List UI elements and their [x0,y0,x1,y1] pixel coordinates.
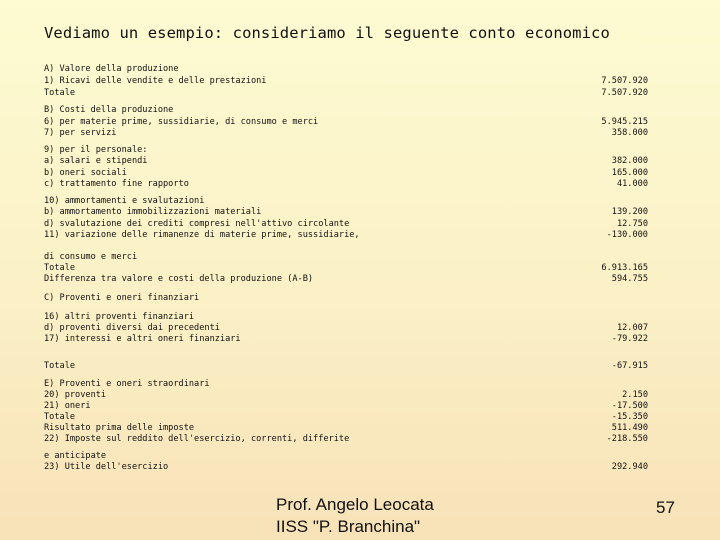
row-label: b) ammortamento immobilizzazioni materiali [44,207,262,217]
row-label: Totale [44,263,76,273]
row-value: -15.350 [611,412,648,422]
row-label: d) svalutazione dei crediti compresi nell'attivo circolante [44,219,350,229]
row-label: di consumo e merci [44,252,138,262]
statement-row [44,127,648,139]
row-label: 22) Imposte sul reddito dell'esercizio, correnti, differite [44,434,350,444]
row-value: 358.000 [611,128,648,138]
row-label: E) Proventi e oneri straordinari [44,379,210,389]
row-label: 17) interessi e altri oneri finanziari [44,334,241,344]
row-value: -79.922 [611,334,648,344]
row-value: 12.007 [616,323,648,333]
school-name: IISS "P. Branchina" [276,517,421,536]
row-value: 511.490 [611,423,648,433]
row-value: 41.000 [616,179,648,189]
footer-credits [276,494,434,538]
row-value: 2.150 [622,390,648,400]
statement-row [44,206,648,218]
row-label: c) trattamento fine rapporto [44,179,189,189]
row-label: a) salari e stipendi [44,156,148,166]
row-label: C) Proventi e oneri finanziari [44,293,200,303]
row-label: Totale [44,412,76,422]
statement-row [44,63,648,75]
statement-row [44,360,648,372]
row-label: Risultato prima delle imposte [44,423,195,433]
row-value: -17.500 [611,401,648,411]
statement-row [44,104,648,116]
row-label: 23) Utile dell'esercizio [44,462,169,472]
row-label: 16) altri proventi finanziari [44,312,195,322]
row-value: 7.507.920 [601,88,648,98]
row-value: 139.200 [611,207,648,217]
statement-row [44,273,648,285]
row-value: 12.750 [616,219,648,229]
slide-title: Vediamo un esempio: consideriamo il seguente conto economico [44,24,610,42]
statement-row [44,433,648,445]
row-label: Totale [44,361,76,371]
row-value: 5.945.215 [601,117,648,127]
row-value: -130.000 [606,230,648,240]
row-value: 165.000 [611,168,648,178]
row-label: 6) per materie prime, sussidiarie, di consumo e merci [44,117,319,127]
statement-row [44,461,648,473]
page-number: 57 [656,498,675,517]
row-value: 382.000 [611,156,648,166]
row-label: A) Valore della produzione [44,64,179,74]
statement-row [44,178,648,190]
row-label: 7) per servizi [44,128,117,138]
row-label: 9) per il personale: [44,145,148,155]
row-value: 7.507.920 [601,76,648,86]
row-label: 11) variazione delle rimanenze di materie prime, sussidiarie, [44,230,360,240]
author-name: Prof. Angelo Leocata [276,495,434,514]
row-label: Differenza tra valore e costi della produzione (A-B) [44,274,314,284]
row-label: 1) Ricavi delle vendite e delle prestazioni [44,76,267,86]
statement-row [44,292,648,304]
statement-row [44,333,648,345]
row-value: -218.550 [606,434,648,444]
row-label: e anticipate [44,451,107,461]
statement-row [44,229,648,241]
row-label: B) Costi della produzione [44,105,174,115]
row-label: 21) oneri [44,401,91,411]
row-value: 6.913.165 [601,263,648,273]
row-label: 10) ammortamenti e svalutazioni [44,196,205,206]
row-value: -67.915 [611,361,648,371]
row-label: b) oneri sociali [44,168,127,178]
row-value: 292.940 [611,462,648,472]
statement-row [44,75,648,87]
row-label: d) proventi diversi dai precedenti [44,323,220,333]
row-value: 594.755 [611,274,648,284]
row-label: Totale [44,88,76,98]
statement-row [44,155,648,167]
statement-row [44,87,648,99]
row-label: 20) proventi [44,390,107,400]
